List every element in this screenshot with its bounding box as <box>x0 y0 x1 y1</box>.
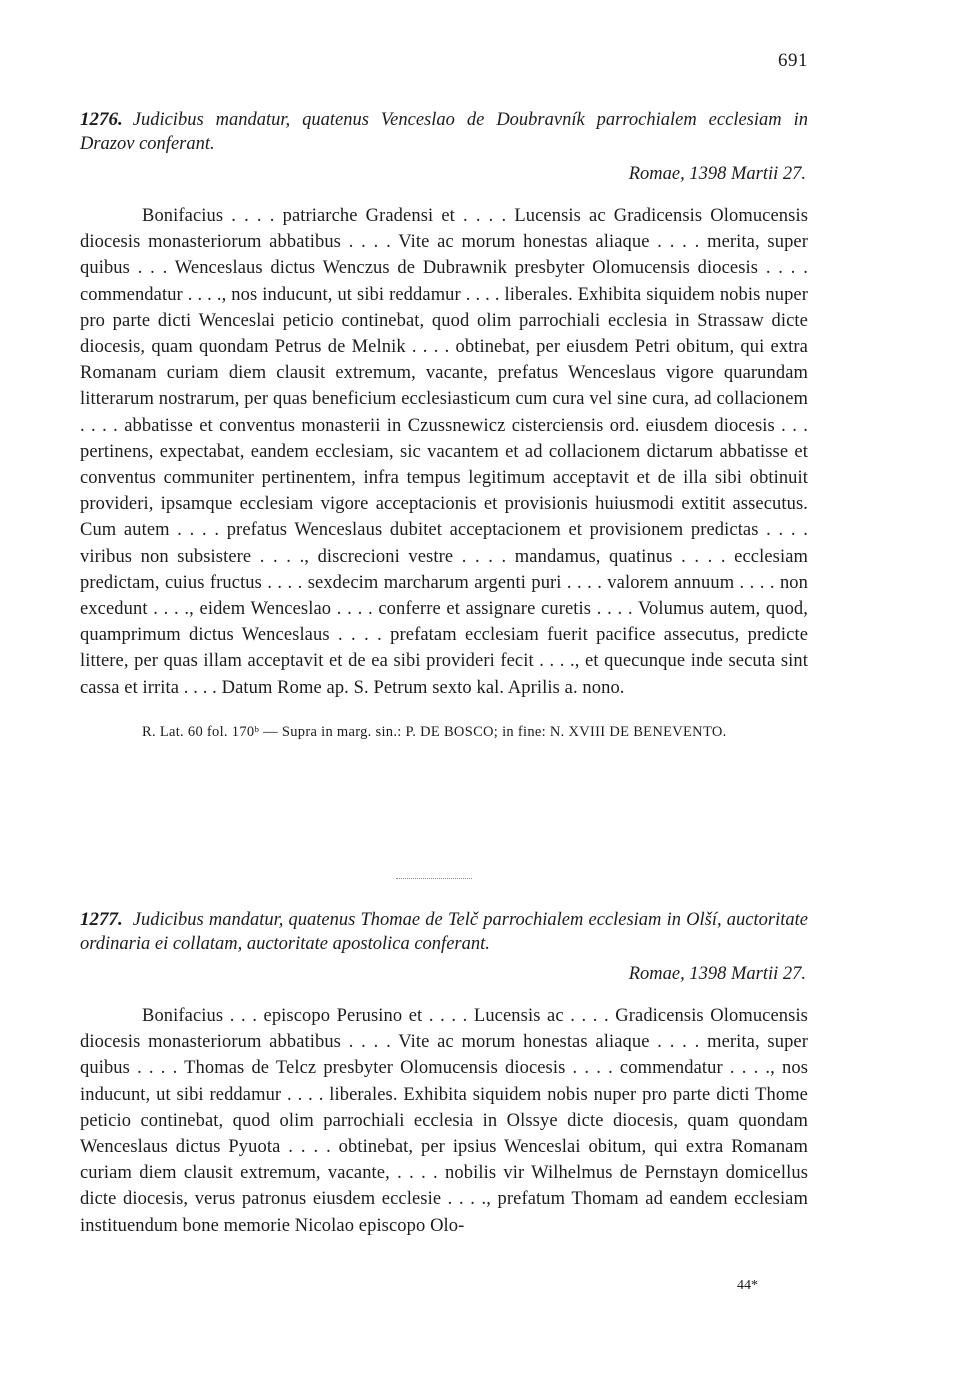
entry-body: Bonifacius . . . episcopo Perusino et . . . . Lucensis ac . . . . Gradicensis Olomucensis diocesis monasteriorum abbatibus . . . . Vite ac morum honestas aliaque . . . . merita, super quibus . . . . Thomas de Telcz presbyter Olomucensis diocesis . . . . commendatur . . . ., nos inducunt, ut sibi reddamur . . . . liberales. Exhibita siquidem nobis nuper pro parte dicti Thome peticio continebat, quod olim parrochiali ecclesia in Olssye dicte diocesis, quam quondam Wenceslaus dictus Pyuota . . . . obtinebat, per ipsius Wenceslai obitum, qui extra Romanam curiam diem clausit extremum, vacante, . . . . nobilis vir Wilhelmus de Pernstayn domicellus dicte diocesis, verus patronus eiusdem ecclesie . . . ., prefatum Thomam ad eandem ecclesiam instituendum bone memorie Nicolao episcopo Olo- <box>80 1006 808 1236</box>
entry-dateline: Romae, 1398 Martii 27. <box>628 964 806 984</box>
document-entry-1276 <box>80 108 808 743</box>
section-divider <box>396 878 472 879</box>
page-number: 691 <box>778 50 808 71</box>
entry-heading <box>80 908 808 956</box>
entry-summary: Judicibus mandatur, quatenus Thomae de Telč parrochialem ecclesiam in Olší, auctoritate ordinaria ei collatam, auctoritate apostolica conferant. <box>80 910 808 954</box>
document-entry-1277 <box>80 908 808 1239</box>
entry-summary: Judicibus mandatur, quatenus Venceslao de Doubravník parrochialem ecclesiam in Drazov conferant. <box>80 110 808 154</box>
source-note: R. Lat. 60 fol. 170ᵇ — Supra in marg. sin.: P. DE BOSCO; in fine: N. XVIII DE BENEVENTO. <box>142 723 727 740</box>
sheet-signature-mark: 44* <box>737 1278 758 1293</box>
entry-number: 1276. <box>80 109 123 130</box>
entry-body: Bonifacius . . . . patriarche Gradensi et . . . . Lucensis ac Gradicensis Olomucensis diocesis monasteriorum abbatibus . . . . Vite ac morum honestas aliaque . . . . merita, super quibus . . . Wenceslaus dictus Wenczus de Dubrawnik presbyter Olomucensis diocesis . . . . commendatur . . . ., nos inducunt, ut sibi reddamur . . . . liberales. Exhibita siquidem nobis nuper pro parte dicti Wenceslai peticio continebat, quod olim parrochiali ecclesia in Strassaw dicte diocesis, quam quondam Petrus de Melnik . . . . obtinebat, per eiusdem Petri obitum, qui extra Romanam curiam diem clausit extremum, vacante, prefatus Wenceslaus vigore quarundam litterarum nostrarum, per quas beneficium ecclesiasticum cum cura vel sine cura, ad collacionem . . . . abbatisse et conventus monasterii in Czussnewicz cisterciensis ord. eiusdem diocesis . . . pertinens, expectabat, eandem ecclesiam, sic vacantem et ad collacionem dictarum abbatisse et conventus communiter pertinentem, infra tempus legitimum acceptavit et de illa sibi obtinuit provideri, ipsamque ecclesiam vigore acceptacionis et provisionis huiusmodi extitit assecutus. Cum autem . . . . prefatus Wenceslaus dubitet acceptacionem et provisionem predictas . . . . viribus non subsistere . . . ., discrecioni vestre . . . . mandamus, quatinus . . . . ecclesiam predictam, cuius fructus . . . . sexdecim marcharum argenti puri . . . . valorem annuum . . . . non excedunt . . . ., eidem Wenceslao . . . . conferre et assignare curetis . . . . Volumus autem, quod, quamprimum dictus Wenceslaus . . . . prefatam ecclesiam fuerit pacifice assecutus, predicte littere, per quas illam acceptavit et de ea sibi provideri fecit . . . ., et quecunque inde secuta sint cassa et irrita . . . . Datum Rome ap. S. Petrum sexto kal. Aprilis a. nono. <box>80 206 808 698</box>
entry-number: 1277. <box>80 909 123 930</box>
entry-heading <box>80 108 808 156</box>
entry-dateline: Romae, 1398 Martii 27. <box>628 164 806 184</box>
